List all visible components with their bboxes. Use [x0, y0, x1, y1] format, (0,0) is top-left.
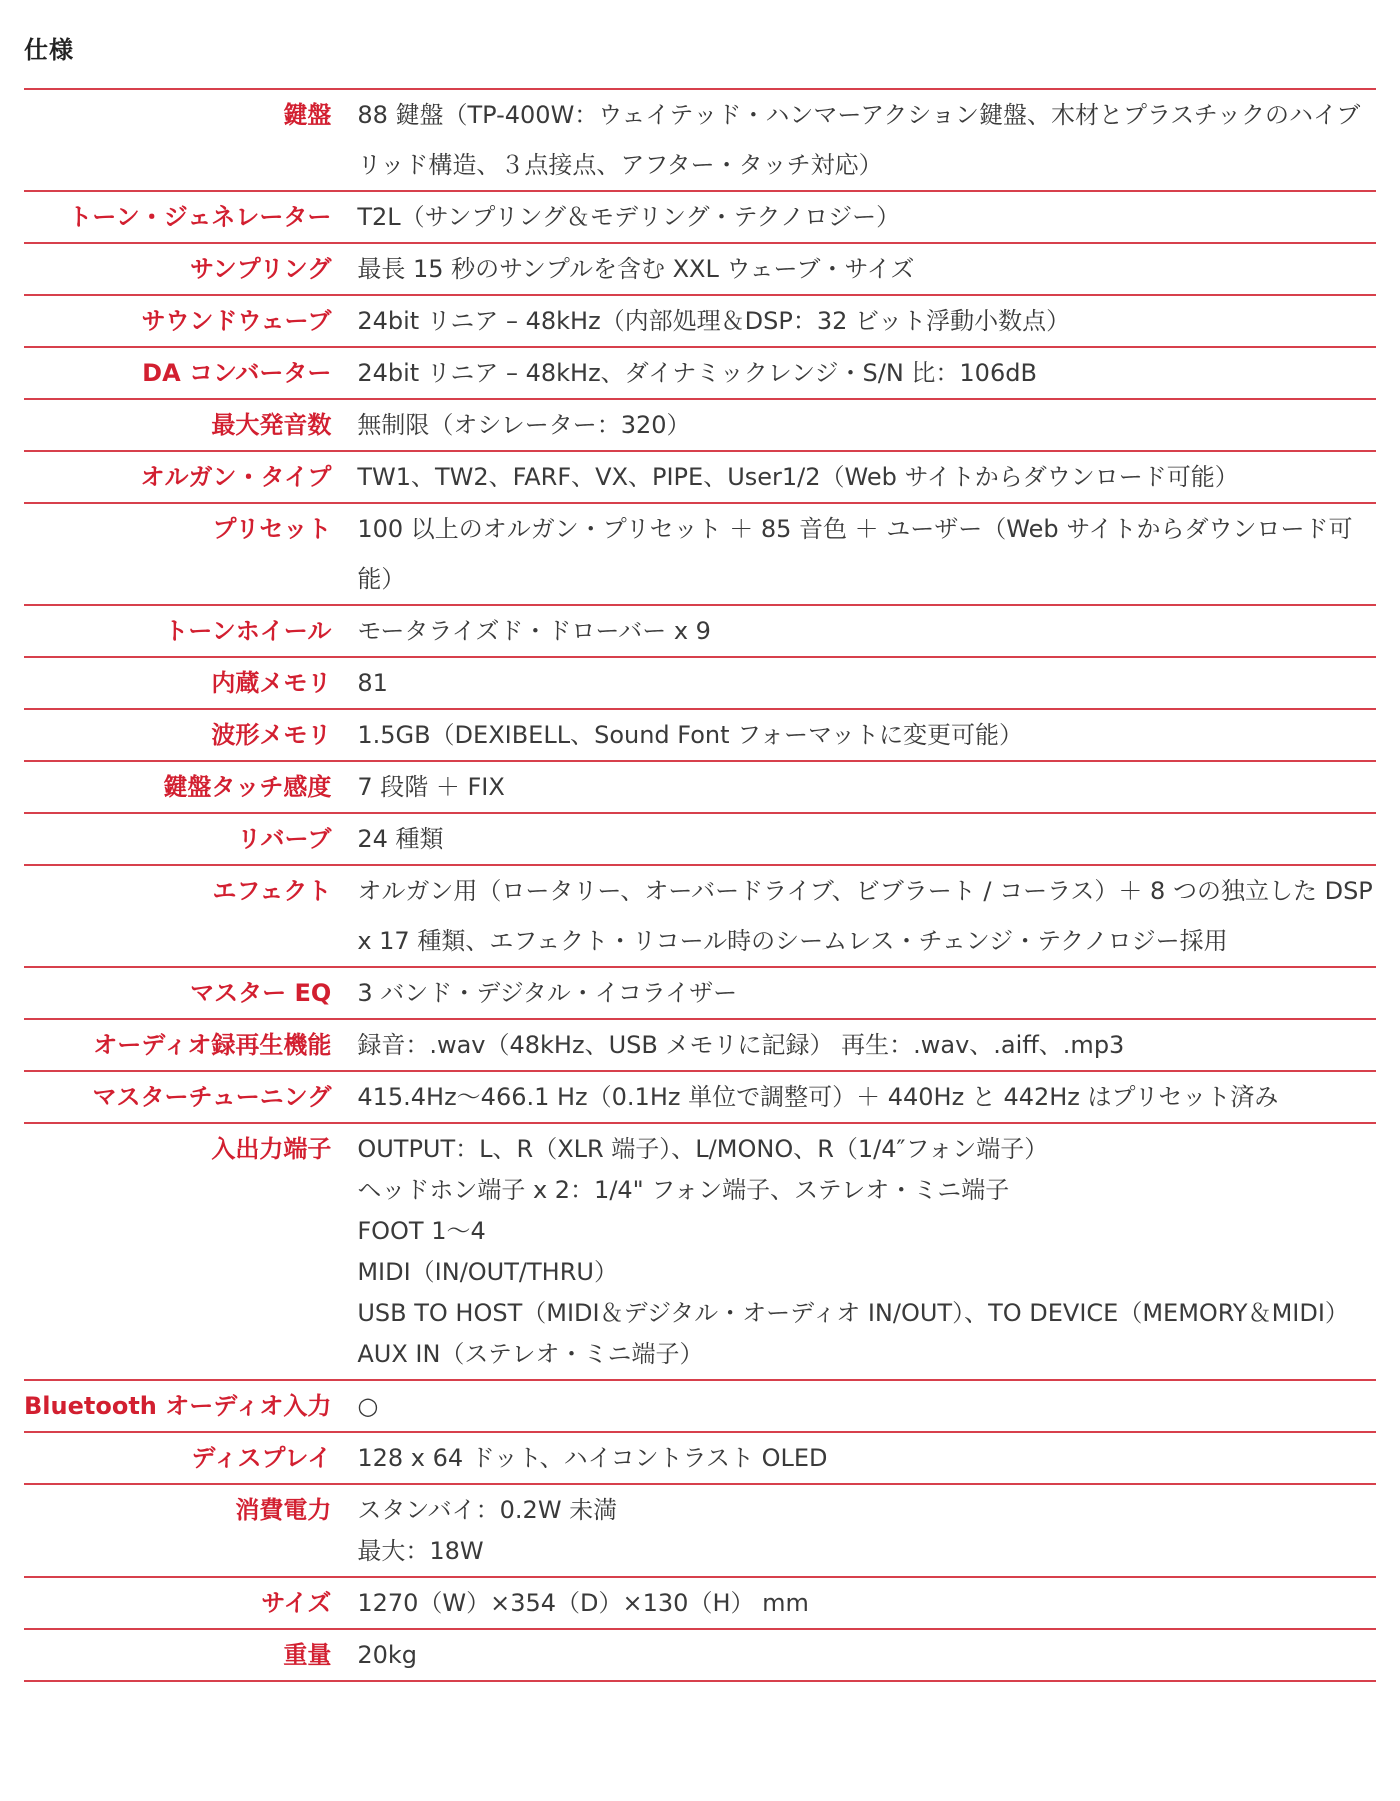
spec-row [24, 399, 1376, 451]
spec-row [24, 347, 1376, 399]
spec-value-cell [357, 605, 1376, 657]
spec-row [24, 1577, 1376, 1629]
spec-value: オルガン用（ロータリー、オーバードライブ、ビブラート / コーラス）＋ 8 つの独立した DSP x 17 種類、エフェクト・リコール時のシームレス・チェンジ・テクノロジー採用 [357, 877, 1373, 955]
spec-value: 128 x 64 ドット、ハイコントラスト OLED [357, 1444, 828, 1472]
spec-value: 最大：18W [357, 1537, 484, 1565]
spec-row [24, 1629, 1376, 1681]
spec-row [24, 191, 1376, 243]
spec-value: 24 種類 [357, 825, 444, 853]
spec-value: 100 以上のオルガン・プリセット ＋ 85 音色 ＋ ユーザー（Web サイトからダウンロード可能） [357, 515, 1353, 593]
spec-value: OUTPUT：L、R（XLR 端子）、L/MONO、R（1/4″フォン端子） [357, 1135, 1049, 1163]
spec-label: トーンホイール [164, 617, 332, 645]
spec-value: ヘッドホン端子 x 2：1/4" フォン端子、ステレオ・ミニ端子 [357, 1176, 1010, 1204]
spec-row [24, 967, 1376, 1019]
spec-row [24, 1123, 1376, 1380]
spec-value: TW1、TW2、FARF、VX、PIPE、User1/2（Web サイトからダウンロード可能） [357, 463, 1239, 491]
spec-row [24, 761, 1376, 813]
spec-value-cell [357, 191, 1376, 243]
spec-label: 内蔵メモリ [211, 669, 332, 697]
spec-row [24, 243, 1376, 295]
spec-row [24, 657, 1376, 709]
spec-value-cell [357, 813, 1376, 865]
spec-row [24, 1380, 1376, 1432]
spec-value: 24bit リニア – 48kHz、ダイナミックレンジ・S/N 比：106dB [357, 359, 1037, 387]
spec-value: スタンバイ：0.2W 未満 [357, 1496, 618, 1524]
spec-label: 鍵盤 [283, 101, 332, 129]
spec-value-cell [357, 709, 1376, 761]
spec-label: 入出力端子 [211, 1135, 332, 1163]
spec-value-cell [357, 1380, 1376, 1432]
spec-value-cell [357, 503, 1376, 605]
spec-label: リバーブ [237, 825, 332, 853]
spec-label: マスター EQ [190, 979, 332, 1007]
spec-row [24, 865, 1376, 967]
spec-row [24, 451, 1376, 503]
spec-value: 3 バンド・デジタル・イコライザー [357, 979, 738, 1007]
spec-label: マスターチューニング [92, 1083, 332, 1111]
spec-row [24, 709, 1376, 761]
spec-value-cell [357, 1071, 1376, 1123]
spec-value: 録音：.wav（48kHz、USB メモリに記録） 再生：.wav、.aiff、.mp3 [357, 1031, 1125, 1059]
spec-label: オルガン・タイプ [140, 463, 332, 491]
spec-value: 1.5GB（DEXIBELL、Sound Font フォーマットに変更可能） [357, 721, 1024, 749]
spec-value: FOOT 1～4 [357, 1217, 486, 1245]
spec-value: ○ [357, 1392, 379, 1420]
spec-row [24, 1484, 1376, 1577]
spec-value-cell [357, 657, 1376, 709]
spec-label: トーン・ジェネレーター [68, 203, 332, 231]
spec-value-cell [357, 1484, 1376, 1577]
spec-value-cell [357, 1432, 1376, 1484]
spec-label: 波形メモリ [211, 721, 332, 749]
spec-value: 1270（W）×354（D）×130（H） mm [357, 1589, 809, 1617]
spec-row [24, 813, 1376, 865]
spec-label: エフェクト [212, 877, 332, 905]
spec-value: 88 鍵盤（TP-400W：ウェイテッド・ハンマーアクション鍵盤、木材とプラスチックのハイブリッド構造、３点接点、アフター・タッチ対応） [357, 101, 1361, 179]
spec-value-cell [357, 865, 1376, 967]
spec-row [24, 1432, 1376, 1484]
spec-value-cell [357, 399, 1376, 451]
spec-label: オーディオ録再生機能 [93, 1031, 332, 1059]
spec-value-cell [357, 1019, 1376, 1071]
spec-value: 20kg [357, 1641, 417, 1669]
spec-label: 最大発音数 [211, 411, 332, 439]
spec-label: 鍵盤タッチ感度 [163, 773, 332, 801]
spec-value-cell [357, 761, 1376, 813]
spec-value: モータライズド・ドローバー x 9 [357, 617, 711, 645]
spec-label: 消費電力 [235, 1496, 332, 1524]
spec-label: ディスプレイ [191, 1444, 332, 1472]
spec-label: サイズ [261, 1589, 332, 1617]
spec-label: プリセット [212, 515, 332, 543]
spec-value-cell [357, 243, 1376, 295]
spec-row [24, 295, 1376, 347]
spec-label: 重量 [283, 1641, 332, 1669]
spec-value: 81 [357, 669, 388, 697]
spec-value: MIDI（IN/OUT/THRU） [357, 1258, 618, 1286]
spec-value-cell [357, 1629, 1376, 1681]
spec-row [24, 605, 1376, 657]
spec-value: 415.4Hz～466.1 Hz（0.1Hz 単位で調整可）＋ 440Hz と 442Hz はプリセット済み [357, 1083, 1279, 1111]
spec-value-cell [357, 967, 1376, 1019]
spec-table [24, 88, 1376, 1682]
spec-value: 24bit リニア – 48kHz（内部処理＆DSP：32 ビット浮動小数点） [357, 307, 1071, 335]
spec-value-cell [357, 295, 1376, 347]
spec-value-cell [357, 1577, 1376, 1629]
spec-label: サンプリング [189, 255, 332, 283]
spec-row [24, 503, 1376, 605]
spec-value: 最長 15 秒のサンプルを含む XXL ウェーブ・サイズ [357, 255, 915, 283]
spec-value: USB TO HOST（MIDI＆デジタル・オーディオ IN/OUT）、TO DEVICE（MEMORY＆MIDI） [357, 1299, 1349, 1327]
spec-label: Bluetooth オーディオ入力 [24, 1392, 332, 1420]
spec-table-body [24, 89, 1376, 1681]
spec-value: AUX IN（ステレオ・ミニ端子） [357, 1340, 704, 1368]
spec-label: サウンドウェーブ [141, 307, 332, 335]
spec-row [24, 1071, 1376, 1123]
spec-value-cell [357, 347, 1376, 399]
page-title: 仕様 [24, 36, 74, 64]
spec-value: 7 段階 ＋ FIX [357, 773, 505, 801]
spec-label: DA コンバーター [142, 359, 332, 387]
spec-value: T2L（サンプリング＆モデリング・テクノロジー） [357, 203, 901, 231]
spec-value: 無制限（オシレーター：320） [357, 411, 691, 439]
spec-value-cell [357, 1123, 1376, 1380]
spec-row [24, 89, 1376, 191]
spec-row [24, 1019, 1376, 1071]
spec-value-cell [357, 451, 1376, 503]
spec-value-cell [357, 89, 1376, 191]
